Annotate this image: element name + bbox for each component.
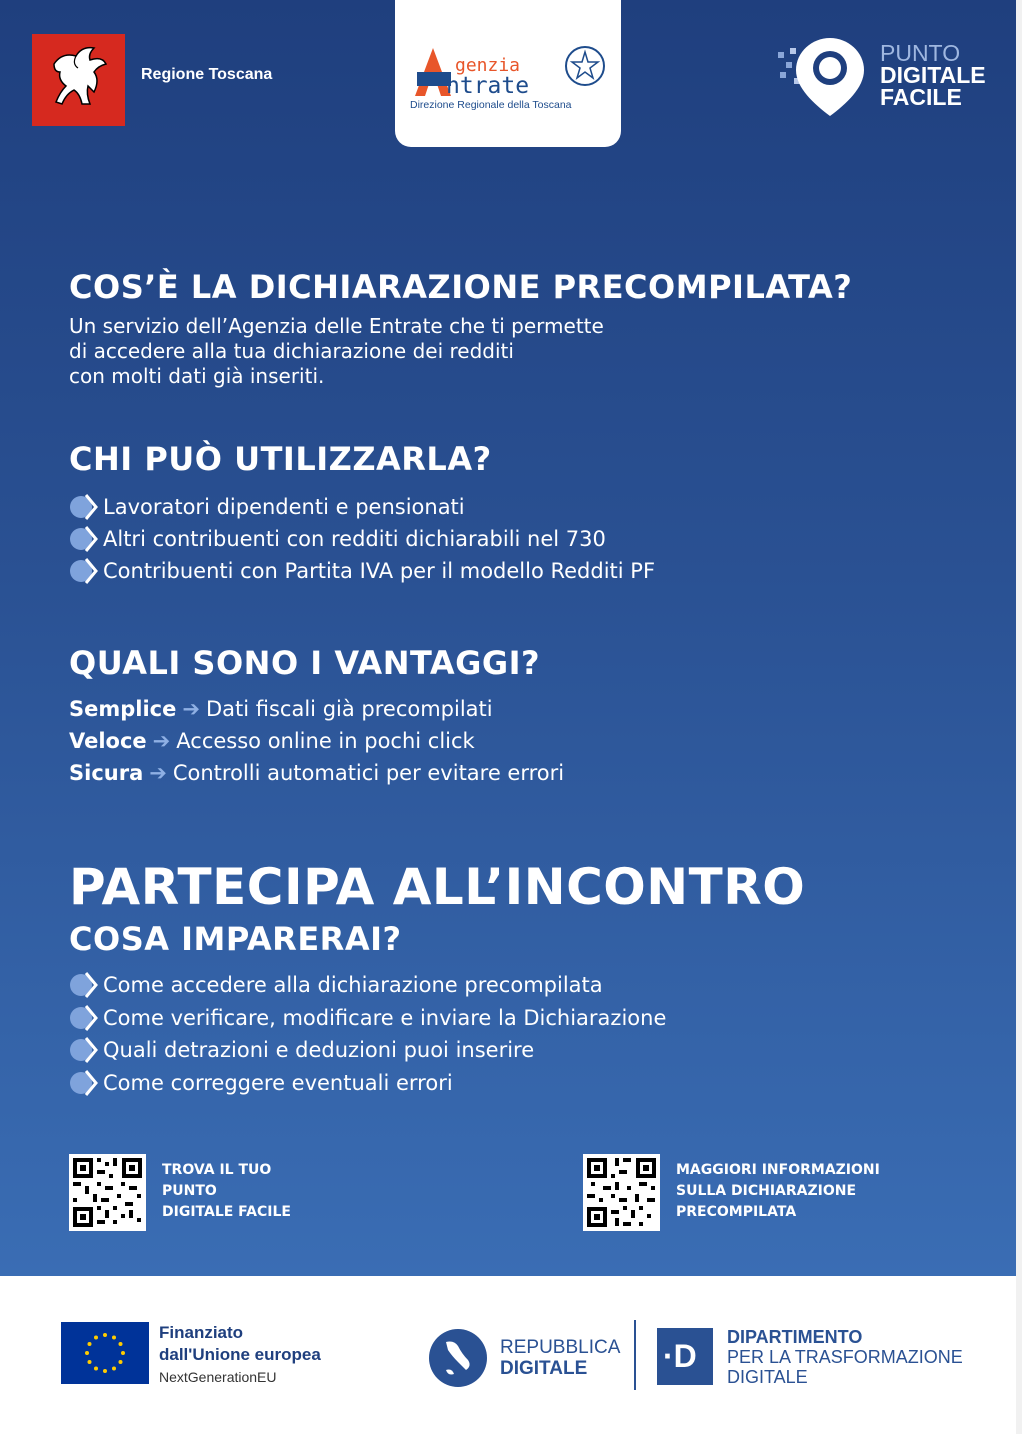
qr-right-line2: SULLA DICHIARAZIONE [676,1183,857,1199]
section3-title: QUALI SONO I VANTAGGI? [69,644,541,682]
repubblica-digitale-text [500,1337,620,1379]
advantage-item [69,697,493,721]
dip-line2: PER LA TRASFORMAZIONE [727,1347,963,1367]
bullet-text: Lavoratori dipendenti e pensionati [103,495,465,519]
bullet-text: Altri contribuenti con redditi dichiarabili nel 730 [103,527,606,551]
dipartimento-text [727,1327,963,1387]
advantage-text: Controlli automatici per evitare errori [172,761,565,785]
eu-stars-icon [61,1322,149,1384]
section1-title: COS’È LA DICHIARAZIONE PRECOMPILATA? [69,268,853,306]
list-item [69,970,603,1000]
pdf-line1: PUNTO [880,40,961,66]
qr-left-label [162,1160,291,1223]
pdf-line2: DIGITALE [880,62,986,88]
dip-line3: DIGITALE [727,1367,808,1387]
bullet-text: Quali detrazioni e deduzioni puoi inserire [103,1038,535,1062]
eu-flag-icon [61,1322,149,1384]
arrow-icon: ➔ [152,729,171,753]
advantage-text: Dati fiscali già precompilati [205,697,493,721]
list-item [69,1035,534,1065]
bullet-icon [69,970,99,1000]
advantage-label: Veloce [69,729,147,753]
dipartimento-logo [657,1328,713,1385]
section1-line2: di accedere alla tua dichiarazione dei redditi [69,339,514,363]
bullet-icon [69,1003,99,1033]
eu-line3: NextGenerationEU [159,1369,277,1385]
dipartimento-d-icon: ·D [663,1338,697,1374]
regione-toscana-label: Regione Toscana [141,66,273,83]
qr-icon [69,1154,146,1231]
eu-line2: dall'Unione europea [159,1345,321,1364]
section1-line1: Un servizio dell’Agenzia delle Entrate che ti permette [69,314,604,338]
arrow-icon: ➔ [182,697,200,721]
pdf-line3: FACILE [880,84,962,110]
section1-line3: con molti dati già inseriti. [69,364,325,388]
page-edge [1016,0,1022,1434]
qr-left-line3: DIGITALE FACILE [162,1204,291,1220]
bullet-text: Come verificare, modificare e inviare la Dichiarazione [103,1006,667,1030]
punto-digitale-facile-text [880,42,986,108]
rd-line2: DIGITALE [500,1358,588,1379]
qr-icon [583,1154,660,1231]
arrow-icon: ➔ [149,761,167,785]
list-item [69,556,655,586]
list-item [69,524,606,554]
qr-code-punto-digitale[interactable] [69,1154,146,1231]
entrate-text: ntrate [446,73,530,99]
bullet-text: Contribuenti con Partita IVA per il modello Redditi PF [103,559,656,583]
agenzia-subtitle: Direzione Regionale della Toscana [410,99,572,111]
list-item [69,492,465,522]
section2-title: CHI PUÒ UTILIZZARLA? [69,440,492,478]
advantage-text: Accesso online in pochi click [176,729,475,753]
punto-digitale-facile-logo [776,34,870,118]
qr-left-line1: TROVA IL TUO [162,1162,272,1178]
repubblica-digitale-icon [428,1328,488,1388]
bullet-text: Come accedere alla dichiarazione precompilata [103,973,603,997]
footer-divider [634,1320,636,1390]
qr-right-label [676,1160,880,1223]
agenzia-text: genzia [455,55,521,76]
qr-code-info-precompilata[interactable] [583,1154,660,1231]
list-item [69,1003,666,1033]
advantage-item [69,729,475,753]
emblem-icon [563,44,607,88]
regione-toscana-logo [32,34,125,126]
qr-right-line1: MAGGIORI INFORMAZIONI [676,1162,880,1178]
bullet-icon [69,524,99,554]
bullet-icon [69,556,99,586]
qr-right-line3: PRECOMPILATA [676,1204,797,1220]
advantage-label: Sicura [69,761,144,785]
eu-line1: Finanziato [159,1323,244,1342]
bullet-icon [69,1035,99,1065]
bullet-icon [69,492,99,522]
qr-left-line2: PUNTO [162,1183,217,1199]
section4-subtitle: COSA IMPARERAI? [69,920,402,958]
bullet-icon [69,1068,99,1098]
rd-line1: REPUBBLICA [500,1337,621,1358]
pegasus-icon [32,34,125,126]
partecipa-headline: PARTECIPA ALL’INCONTRO [69,858,806,916]
eu-funding-text [159,1322,321,1366]
advantage-item [69,761,564,785]
list-item [69,1068,453,1098]
bullet-text: Come correggere eventuali errori [103,1071,453,1095]
dip-line1: DIPARTIMENTO [727,1327,863,1347]
advantage-label: Semplice [69,697,177,721]
